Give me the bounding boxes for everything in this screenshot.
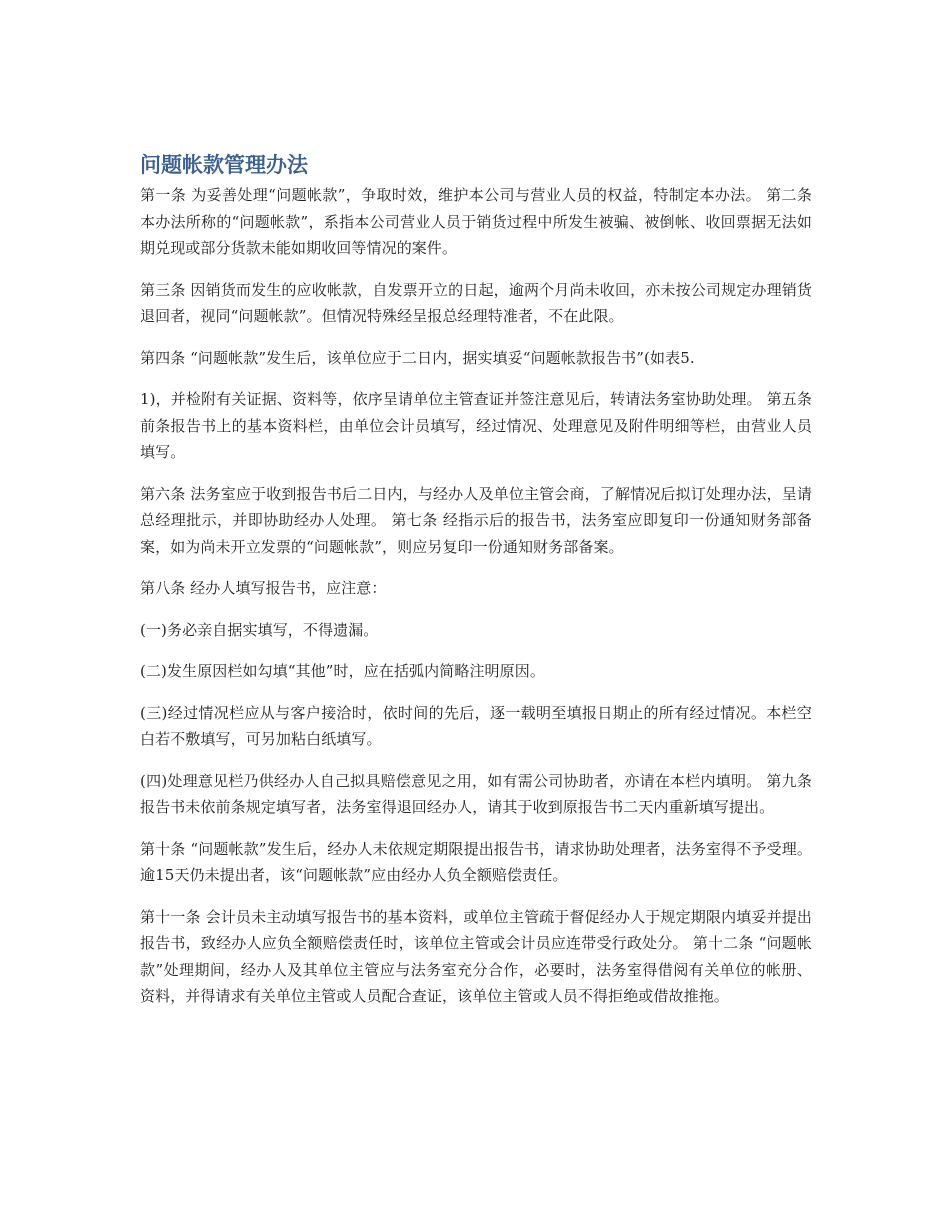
paragraph-articles-11-12: 第十一条 会计员未主动填写报告书的基本资料，或单位主管疏于督促经办人于规定期限内填妥并提出报告书，致经办人应负全额赔偿责任时，该单位主管或会计员应连带受行政处分。 第十二条 “问题帐款”处理期间，经办人及其单位主管应与法务室充分合作，必要时，法务室得借阅有关单位的帐册、资料，并得请求有关单位主管或人员配合查证，该单位主管或人员不得拒绝或借故推拖。 [140, 907, 812, 1005]
paragraph-item-4-article-9: (四)处理意见栏乃供经办人自己拟具赔偿意见之用，如有需公司协助者，亦请在本栏内填明。 第九条 报告书未依前条规定填写者，法务室得退回经办人，请其于收到原报告书二天内重新填写提出。 [140, 771, 812, 816]
paragraph-articles-1-2: 第一条 为妥善处理“问题帐款”，争取时效，维护本公司与营业人员的权益，特制定本办法。 第二条 本办法所称的“问题帐款”，系指本公司营业人员于销货过程中所发生被骗、被倒帐、收回票据无法如期兑现或部分货款未能如期收回等情况的案件。 [140, 186, 812, 257]
paragraph-article-4: 第四条 “问题帐款”发生后，该单位应于二日内，据实填妥“问题帐款报告书”(如表5. [140, 348, 695, 367]
document-title: 问题帐款管理办法 [140, 153, 308, 177]
paragraph-item-2: (二)发生原因栏如勾填“其他”时，应在括弧内简略注明原因。 [140, 662, 545, 680]
document-body [140, 150, 812, 1025]
paragraph-article-8: 第八条 经办人填写报告书，应注意： [140, 579, 387, 597]
paragraph-item-3: (三)经过情况栏应从与客户接洽时，依时间的先后，逐一载明至填报日期止的所有经过情况。本栏空白若不敷填写，可另加粘白纸填写。 [140, 703, 812, 748]
paragraph-article-3: 第三条 因销货而发生的应收帐款，自发票开立的日起，逾两个月尚未收回，亦未按公司规定办理销货退回者，视同“问题帐款”。但情况特殊经呈报总经理特准者，不在此限。 [140, 280, 812, 325]
paragraph-item-1: (一)务必亲自据实填写，不得遗漏。 [140, 620, 379, 639]
paragraph-article-10: 第十条 “问题帐款”发生后，经办人未依规定期限提出报告书，请求协助处理者，法务室得不予受理。逾15天仍未提出者，该“问题帐款”应由经办人负全额赔偿责任。 [140, 839, 812, 884]
paragraph-article-4-continued-5: 1)，并检附有关证据、资料等，依序呈请单位主管查证并签注意见后，转请法务室协助处理。 第五条 前条报告书上的基本资料栏，由单位会计员填写，经过情况、处理意见及附件明细等栏，由营业人员填写。 [140, 390, 812, 461]
paragraph-articles-6-7: 第六条 法务室应于收到报告书后二日内，与经办人及单位主管会商，了解情况后拟订处理办法，呈请总经理批示，并即协助经办人处理。 第七条 经指示后的报告书，法务室应即复印一份通知财务部备案，如为尚未开立发票的“问题帐款”，则应另复印一份通知财务部备案。 [140, 484, 812, 556]
